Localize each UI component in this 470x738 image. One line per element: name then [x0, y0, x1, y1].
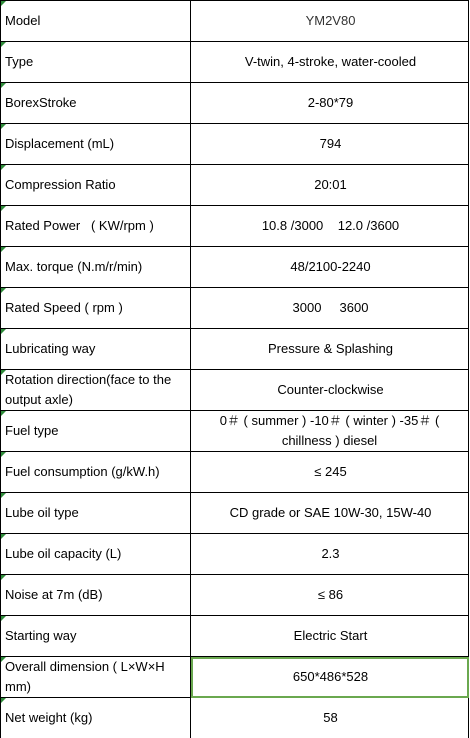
cell-label-compression-ratio[interactable]: Compression Ratio — [1, 165, 191, 206]
cell-value-displacement[interactable]: 794 — [191, 124, 469, 165]
cell-label-lube-oil-type[interactable]: Lube oil type — [1, 493, 191, 534]
cell-label-bore-stroke[interactable]: BorexStroke — [1, 83, 191, 124]
cell-label-lubricating-way[interactable]: Lubricating way — [1, 329, 191, 370]
cell-label-model[interactable]: Model — [1, 1, 191, 42]
table-row — [1, 329, 469, 370]
cell-label-rotation-direction[interactable]: Rotation direction(face to the output axle) — [1, 370, 191, 411]
table-row — [1, 1, 469, 42]
cell-label-type[interactable]: Type — [1, 42, 191, 83]
cell-value-bore-stroke[interactable]: 2-80*79 — [191, 83, 469, 124]
table-row — [1, 288, 469, 329]
cell-label-noise[interactable]: Noise at 7m (dB) — [1, 575, 191, 616]
cell-label-lube-oil-capacity[interactable]: Lube oil capacity (L) — [1, 534, 191, 575]
table-row — [1, 83, 469, 124]
cell-label-rated-speed[interactable]: Rated Speed ( rpm ) — [1, 288, 191, 329]
cell-value-compression-ratio[interactable]: 20:01 — [191, 165, 469, 206]
cell-label-net-weight[interactable]: Net weight (kg) — [1, 698, 191, 738]
table-row — [1, 165, 469, 206]
cell-value-lube-oil-type[interactable]: CD grade or SAE 10W-30, 15W-40 — [191, 493, 469, 534]
cell-value-noise[interactable]: ≤ 86 — [191, 575, 469, 616]
cell-label-displacement[interactable]: Displacement (mL) — [1, 124, 191, 165]
table-row — [1, 657, 469, 698]
cell-value-rated-speed[interactable]: 3000 3600 — [191, 288, 469, 329]
cell-value-type[interactable]: V-twin, 4-stroke, water-cooled — [191, 42, 469, 83]
cell-value-max-torque[interactable]: 48/2100-2240 — [191, 247, 469, 288]
cell-value-rotation-direction[interactable]: Counter-clockwise — [191, 370, 469, 411]
cell-value-overall-dimension[interactable]: 650*486*528 — [191, 657, 469, 698]
cell-value-fuel-type[interactable]: 0＃ ( summer ) -10＃ ( winter ) -35＃ ( chillness ) diesel — [191, 411, 469, 452]
table-row — [1, 452, 469, 493]
cell-value-fuel-consumption[interactable]: ≤ 245 — [191, 452, 469, 493]
cell-label-starting-way[interactable]: Starting way — [1, 616, 191, 657]
cell-label-fuel-type[interactable]: Fuel type — [1, 411, 191, 452]
table-row — [1, 206, 469, 247]
cell-value-starting-way[interactable]: Electric Start — [191, 616, 469, 657]
table-row — [1, 616, 469, 657]
cell-value-lubricating-way[interactable]: Pressure & Splashing — [191, 329, 469, 370]
table-row — [1, 411, 469, 452]
table-row — [1, 493, 469, 534]
cell-label-overall-dimension[interactable]: Overall dimension ( L×W×H mm) — [1, 657, 191, 698]
table-row — [1, 42, 469, 83]
cell-label-fuel-consumption[interactable]: Fuel consumption (g/kW.h) — [1, 452, 191, 493]
cell-value-net-weight[interactable]: 58 — [191, 698, 469, 738]
cell-label-rated-power[interactable]: Rated Power ( KW/rpm ) — [1, 206, 191, 247]
cell-label-max-torque[interactable]: Max. torque (N.m/r/min) — [1, 247, 191, 288]
table-row — [1, 370, 469, 411]
cell-value-lube-oil-capacity[interactable]: 2.3 — [191, 534, 469, 575]
table-row — [1, 698, 469, 738]
table-row — [1, 534, 469, 575]
table-row — [1, 124, 469, 165]
cell-value-model[interactable]: YM2V80 — [191, 1, 469, 42]
cell-value-rated-power[interactable]: 10.8 /3000 12.0 /3600 — [191, 206, 469, 247]
table-row — [1, 247, 469, 288]
table-row — [1, 575, 469, 616]
